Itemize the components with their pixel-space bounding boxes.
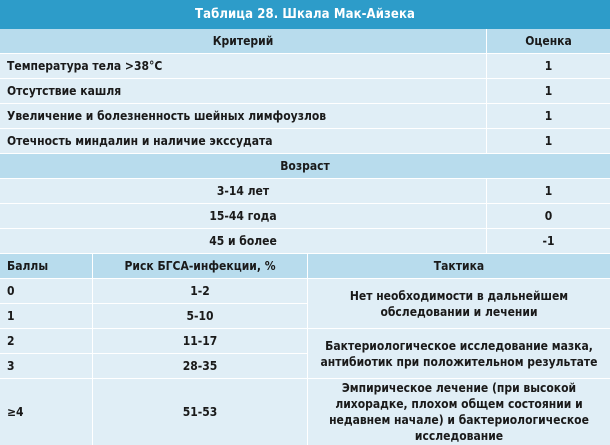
table-row (0, 279, 308, 304)
table-row (0, 79, 610, 104)
points-value: ≥4 (0, 379, 93, 445)
criterion-label: Увеличение и болезненность шейных лимфоузлов (0, 104, 487, 128)
table-row (0, 179, 610, 204)
criterion-score: 1 (544, 84, 553, 98)
criterion-score: 1 (544, 59, 553, 73)
table-row (0, 54, 610, 79)
points-column-header: Баллы (0, 254, 93, 278)
score-column-header: Оценка (525, 34, 572, 48)
criterion-label: Отсутствие кашля (0, 79, 487, 103)
table-row (0, 329, 308, 354)
tactics-cell (308, 329, 610, 379)
risk-value: 5-10 (93, 304, 308, 328)
risk-value: 51-53 (93, 379, 308, 445)
risk-value: 1-2 (93, 279, 308, 303)
tactics-text: Бактериологическое исследование мазка, антибиотик при положительном результате (320, 338, 598, 369)
age-score: 1 (544, 184, 553, 198)
risk-value: 11-17 (93, 329, 308, 353)
table-row (0, 354, 308, 379)
tactics-cell (308, 379, 610, 445)
table-row (0, 304, 308, 329)
table-row (0, 129, 610, 154)
tactics-cell (308, 279, 610, 329)
criteria-header-row (0, 29, 610, 54)
criterion-label: Отечность миндалин и наличие экссудата (0, 129, 487, 153)
table-row (0, 229, 610, 254)
table-row (0, 379, 308, 445)
age-score: -1 (542, 234, 555, 248)
risk-column-header: Риск БГСА-инфекции, % (93, 254, 308, 278)
risk-value: 28-35 (93, 354, 308, 378)
table-title: Таблица 28. Шкала Мак-Айзека (0, 0, 610, 29)
tactics-text: Эмпирическое лечение (при высокой лихорадке, плохом общем состоянии и недавнем начале) и бактериологическое исследование (329, 381, 589, 443)
criterion-column-header: Критерий (0, 29, 487, 53)
age-label: 3-14 лет (0, 179, 487, 203)
table-row (0, 204, 610, 229)
age-section-header: Возраст (280, 159, 330, 173)
tactics-column-header: Тактика (433, 259, 485, 273)
points-value: 0 (0, 279, 93, 303)
risk-header-row (0, 254, 610, 279)
age-label: 15-44 года (0, 204, 487, 228)
criterion-score: 1 (544, 109, 553, 123)
tactics-text: Нет необходимости в дальнейшем обследовании и лечении (349, 288, 569, 319)
criterion-label: Температура тела >38°С (0, 54, 487, 78)
age-header-row (0, 154, 610, 179)
points-value: 2 (0, 329, 93, 353)
points-value: 1 (0, 304, 93, 328)
points-value: 3 (0, 354, 93, 378)
table-row (0, 104, 610, 129)
age-score: 0 (544, 209, 553, 223)
criterion-score: 1 (544, 134, 553, 148)
age-label: 45 и более (0, 229, 487, 253)
